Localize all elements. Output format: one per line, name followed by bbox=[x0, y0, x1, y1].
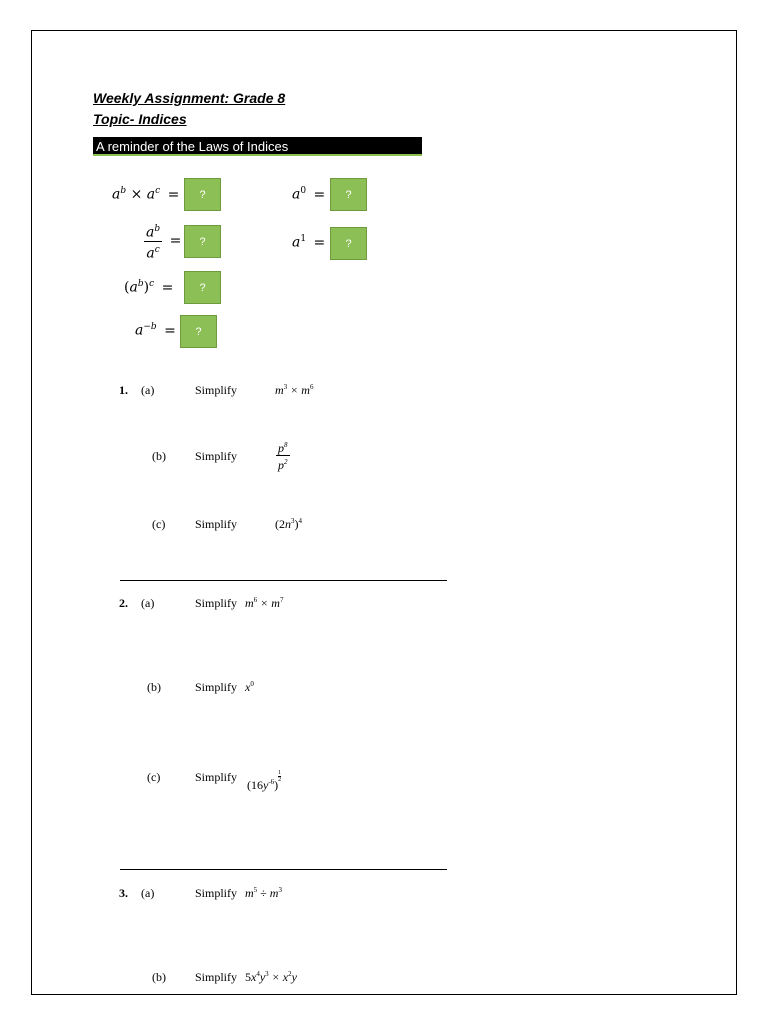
question-3a-label: (a) bbox=[141, 886, 155, 900]
question-2a-verb: Simplify bbox=[195, 596, 238, 610]
question-2c-expression: $(16y^{-6})$ $\frac{1}{2}$ bbox=[247, 770, 282, 792]
law-product-answer-box[interactable]: ? bbox=[184, 178, 221, 211]
law-quotient: $\frac{a^b}{a^c}$ = bbox=[144, 221, 181, 261]
question-2b-expression: $x^0$ bbox=[245, 680, 254, 694]
question-2b-label: (b) bbox=[147, 680, 161, 694]
question-3a-verb: Simplify bbox=[195, 886, 238, 900]
laws-banner: A reminder of the Laws of Indices bbox=[93, 137, 422, 156]
question-1b-verb: Simplify bbox=[195, 449, 238, 463]
question-2a-expression: $m^6 \times m^7$ bbox=[245, 596, 284, 610]
law-one: $a^1$ = bbox=[292, 234, 326, 251]
question-1-number: 1. bbox=[119, 383, 128, 397]
question-1a-expression: $m^3 \times m^6$ bbox=[275, 383, 314, 397]
assignment-title: Weekly Assignment: Grade 8 bbox=[93, 90, 286, 106]
law-product: $a^b \times a^c$ = bbox=[112, 186, 180, 203]
question-2c-label: (c) bbox=[147, 770, 161, 784]
law-negative: $a^{-b}$ = bbox=[135, 322, 176, 339]
question-1a-verb: Simplify bbox=[195, 383, 238, 397]
question-3-number: 3. bbox=[119, 886, 128, 900]
section-divider-1 bbox=[120, 580, 447, 581]
law-one-answer-box[interactable]: ? bbox=[330, 227, 367, 260]
question-2-number: 2. bbox=[119, 596, 128, 610]
question-3b-verb: Simplify bbox=[195, 970, 238, 984]
question-3a-expression: $m^5 \div m^3$ bbox=[245, 886, 282, 900]
question-1a-label: (a) bbox=[141, 383, 155, 397]
assignment-page bbox=[31, 30, 737, 995]
question-3b-expression: $5x^4y^3 \times x^2y$ bbox=[245, 970, 297, 984]
law-power-answer-box[interactable]: ? bbox=[184, 271, 221, 304]
law-zero-answer-box[interactable]: ? bbox=[330, 178, 367, 211]
question-1b-label: (b) bbox=[152, 449, 166, 463]
topic-title: Topic- Indices bbox=[93, 111, 187, 127]
question-3b-label: (b) bbox=[152, 970, 166, 984]
section-divider-2 bbox=[120, 869, 447, 870]
question-2c-verb: Simplify bbox=[195, 770, 238, 784]
question-1c-expression: $(2n^3)^4$ bbox=[275, 517, 302, 531]
question-2b-verb: Simplify bbox=[195, 680, 238, 694]
law-negative-answer-box[interactable]: ? bbox=[180, 315, 217, 348]
question-2a-label: (a) bbox=[141, 596, 155, 610]
question-1b-expression: $\frac{p^8}{p^2}$ bbox=[278, 441, 288, 472]
question-1c-label: (c) bbox=[152, 517, 166, 531]
law-zero: $a^0$ = bbox=[292, 186, 326, 203]
law-power: $(a^b)^c$ = bbox=[124, 279, 174, 296]
question-1c-verb: Simplify bbox=[195, 517, 238, 531]
law-quotient-answer-box[interactable]: ? bbox=[184, 225, 221, 258]
